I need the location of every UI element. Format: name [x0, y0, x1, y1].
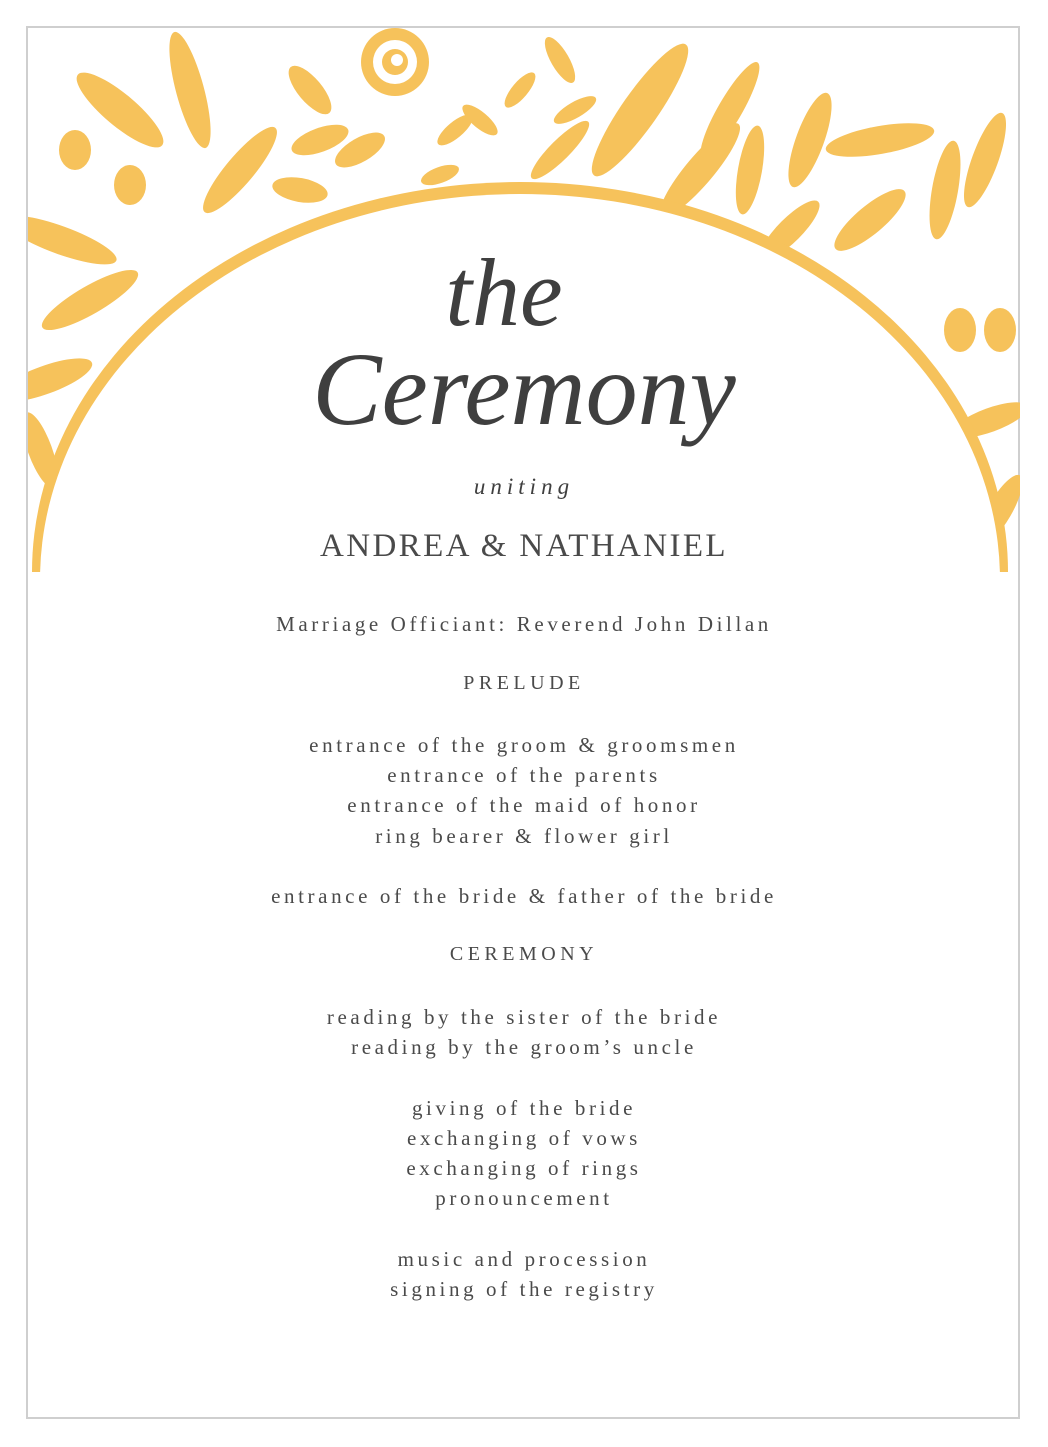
leaf-icon — [579, 34, 700, 186]
leaf-icon — [550, 91, 600, 129]
leaf-icon — [161, 28, 219, 151]
section-heading-prelude: PRELUDE — [463, 672, 585, 694]
leaf-icon — [59, 130, 91, 170]
program-item: giving of the bride — [411, 1096, 637, 1120]
leaf-icon — [780, 88, 841, 192]
program-item: exchanging of vows — [407, 1126, 641, 1150]
program-item: entrance of the groom & groomsmen — [309, 733, 739, 757]
program-item: signing of the registry — [390, 1277, 658, 1301]
leaf-icon — [823, 117, 936, 164]
program-item: reading by the sister of the bride — [326, 1005, 722, 1029]
leaf-icon — [924, 139, 967, 242]
program-item: exchanging of rings — [406, 1156, 642, 1180]
leaf-icon — [270, 173, 329, 206]
leaf-icon — [418, 161, 461, 190]
title-the: the — [445, 239, 563, 346]
leaf-icon — [282, 59, 339, 120]
leaf-icon — [114, 165, 146, 205]
officiant-line: Marriage Officiant: Reverend John Dillan — [276, 612, 772, 636]
program-item: entrance of the bride & father of the bride — [271, 884, 777, 908]
program-item: reading by the groom’s uncle — [351, 1035, 697, 1059]
program-item: pronouncement — [435, 1186, 613, 1210]
leaf-icon — [500, 68, 541, 112]
program-item: ring bearer & flower girl — [375, 824, 673, 848]
rose-icon — [361, 28, 429, 96]
section-heading-ceremony: CEREMONY — [449, 943, 599, 965]
program-item: entrance of the maid of honor — [347, 793, 701, 817]
program-item: entrance of the parents — [387, 763, 661, 787]
uniting-label: uniting — [473, 474, 575, 499]
couple-names: ANDREA & NATHANIEL — [319, 528, 728, 564]
program-item: music and procession — [397, 1247, 651, 1271]
leaf-icon — [956, 109, 1015, 212]
title-ceremony: Ceremony — [312, 332, 736, 447]
leaf-icon — [539, 33, 581, 87]
leaf-icon — [525, 115, 596, 186]
